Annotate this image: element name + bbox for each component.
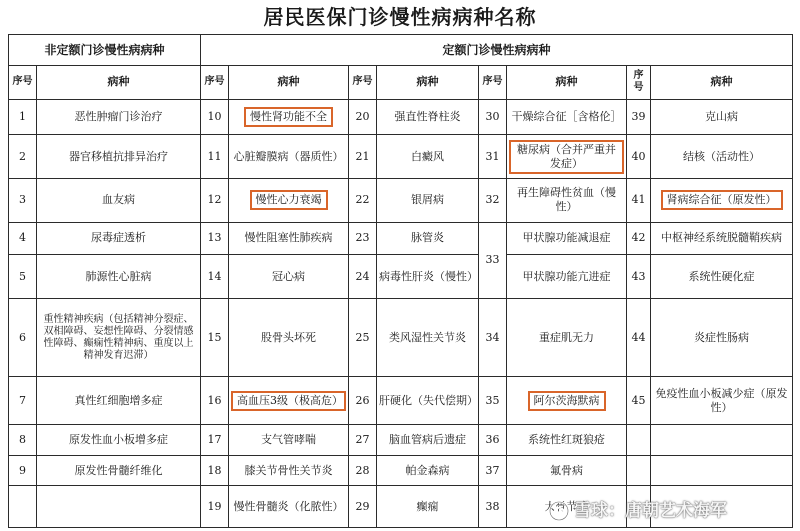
row-number: 27 xyxy=(349,425,377,456)
disease-name: 类风湿性关节炎 xyxy=(377,298,479,377)
disease-name: 慢性阻塞性肺疾病 xyxy=(229,222,349,255)
disease-name: 中枢神经系统脱髓鞘疾病 xyxy=(651,222,793,255)
row-number: 17 xyxy=(201,425,229,456)
highlighted-disease: 阿尔茨海默病 xyxy=(528,391,606,411)
disease-name: 冠心病 xyxy=(229,255,349,299)
disease-name: 肺源性心脏病 xyxy=(37,255,201,299)
highlighted-disease: 慢性肾功能不全 xyxy=(244,107,333,127)
row-number: 45 xyxy=(627,377,651,425)
table-row xyxy=(9,455,793,486)
row-number: 13 xyxy=(201,222,229,255)
table-row xyxy=(9,100,793,135)
disease-name: 大骨节病 xyxy=(507,486,627,528)
col-header-no: 序号 xyxy=(201,65,229,100)
disease-name: 器官移植抗排异治疗 xyxy=(37,135,201,179)
row-number: 42 xyxy=(627,222,651,255)
row-number: 26 xyxy=(349,377,377,425)
disease-name: 甲状腺功能亢进症 xyxy=(507,255,627,299)
row-number: 23 xyxy=(349,222,377,255)
row-number: 30 xyxy=(479,100,507,135)
col-header-disease: 病种 xyxy=(377,65,479,100)
row-number: 31 xyxy=(479,135,507,179)
row-number: 8 xyxy=(9,425,37,456)
disease-name xyxy=(651,425,793,456)
disease-name: 帕金森病 xyxy=(377,455,479,486)
col-header-disease: 病种 xyxy=(651,65,793,100)
disease-name: 强直性脊柱炎 xyxy=(377,100,479,135)
row-number: 4 xyxy=(9,222,37,255)
non-quota-header: 非定额门诊慢性病病种 xyxy=(9,35,201,66)
row-number: 15 xyxy=(201,298,229,377)
disease-name: 免疫性血小板减少症（原发性） xyxy=(651,377,793,425)
col-header-no: 序号 xyxy=(349,65,377,100)
disease-name: 膝关节骨性关节炎 xyxy=(229,455,349,486)
disease-name: 支气管哮喘 xyxy=(229,425,349,456)
disease-name: 干燥综合征［含格伦］ xyxy=(507,100,627,135)
row-number: 10 xyxy=(201,100,229,135)
row-number xyxy=(9,486,37,528)
disease-name: 重性精神疾病（包括精神分裂症、双相障碍、妄想性障碍、分裂情感性障碍、癫痫性精神病、重度以上精神发育迟滞） xyxy=(37,298,201,377)
row-number: 16 xyxy=(201,377,229,425)
disease-name: 克山病 xyxy=(651,100,793,135)
table-row xyxy=(9,377,793,425)
row-number: 25 xyxy=(349,298,377,377)
highlighted-disease: 慢性心力衰竭 xyxy=(250,190,328,210)
disease-name: 原发性血小板增多症 xyxy=(37,425,201,456)
col-header-disease: 病种 xyxy=(37,65,201,100)
row-number: 24 xyxy=(349,255,377,299)
row-number: 21 xyxy=(349,135,377,179)
table-row xyxy=(9,178,793,222)
disease-name: 系统性硬化症 xyxy=(651,255,793,299)
row-number: 6 xyxy=(9,298,37,377)
disease-name: 氟骨病 xyxy=(507,455,627,486)
row-number: 43 xyxy=(627,255,651,299)
col-header-no: 序号 xyxy=(479,65,507,100)
quota-header: 定额门诊慢性病病种 xyxy=(201,35,793,66)
row-number: 19 xyxy=(201,486,229,528)
row-number: 40 xyxy=(627,135,651,179)
row-number: 11 xyxy=(201,135,229,179)
col-header-disease: 病种 xyxy=(507,65,627,100)
row-number: 3 xyxy=(9,178,37,222)
disease-name: 甲状腺功能减退症 xyxy=(507,222,627,255)
disease-name: 白癜风 xyxy=(377,135,479,179)
table-row xyxy=(9,255,793,299)
disease-name: 真性红细胞增多症 xyxy=(37,377,201,425)
row-number: 18 xyxy=(201,455,229,486)
page-title: 居民医保门诊慢性病病种名称 xyxy=(263,5,537,29)
disease-name xyxy=(651,455,793,486)
row-number: 44 xyxy=(627,298,651,377)
row-number: 41 xyxy=(627,178,651,222)
row-number: 9 xyxy=(9,455,37,486)
row-number xyxy=(627,455,651,486)
row-number: 22 xyxy=(349,178,377,222)
disease-name: 病毒性肝炎（慢性） xyxy=(377,255,479,299)
disease-name: 肝硬化（失代偿期） xyxy=(377,377,479,425)
snowball-logo-icon xyxy=(548,500,570,522)
row-number: 38 xyxy=(479,486,507,528)
disease-name: 银屑病 xyxy=(377,178,479,222)
row-number: 12 xyxy=(201,178,229,222)
row-number: 35 xyxy=(479,377,507,425)
disease-name: 恶性肿瘤门诊治疗 xyxy=(37,100,201,135)
row-number: 2 xyxy=(9,135,37,179)
highlighted-disease: 高血压3级（极高危） xyxy=(231,391,346,411)
row-number: 29 xyxy=(349,486,377,528)
disease-name: 癫痫 xyxy=(377,486,479,528)
table-row xyxy=(9,222,793,255)
disease-name: 慢性骨髓炎（化脓性） xyxy=(229,486,349,528)
row-number: 34 xyxy=(479,298,507,377)
disease-name: 心脏瓣膜病（器质性） xyxy=(229,135,349,179)
table-row xyxy=(9,298,793,377)
disease-name: 结核（活动性） xyxy=(651,135,793,179)
row-number: 14 xyxy=(201,255,229,299)
watermark xyxy=(548,498,796,524)
watermark-text: 雪球：唐朝艺术海军 xyxy=(574,501,727,521)
row-number: 20 xyxy=(349,100,377,135)
highlighted-disease: 肾病综合征（原发性） xyxy=(661,190,783,210)
disease-name: 炎症性肠病 xyxy=(651,298,793,377)
disease-name: 股骨头坏死 xyxy=(229,298,349,377)
disease-name: 血友病 xyxy=(37,178,201,222)
disease-name: 系统性红斑狼疮 xyxy=(507,425,627,456)
row-number: 33 xyxy=(479,222,507,298)
row-number: 37 xyxy=(479,455,507,486)
row-number: 28 xyxy=(349,455,377,486)
row-number: 39 xyxy=(627,100,651,135)
highlighted-disease: 糖尿病（合并严重并发症） xyxy=(509,140,624,174)
table-row xyxy=(9,135,793,179)
disease-name: 脉管炎 xyxy=(377,222,479,255)
disease-name: 尿毒症透析 xyxy=(37,222,201,255)
row-number: 7 xyxy=(9,377,37,425)
col-header-disease: 病种 xyxy=(229,65,349,100)
col-header-no: 序号 xyxy=(9,65,37,100)
disease-name xyxy=(37,486,201,528)
disease-name: 原发性骨髓纤维化 xyxy=(37,455,201,486)
disease-name: 再生障碍性贫血（慢性） xyxy=(507,178,627,222)
row-number: 5 xyxy=(9,255,37,299)
disease-table xyxy=(8,34,793,528)
row-number: 36 xyxy=(479,425,507,456)
table-row xyxy=(9,425,793,456)
row-number: 1 xyxy=(9,100,37,135)
col-header-no: 序号 xyxy=(627,65,651,100)
disease-name: 脑血管病后遗症 xyxy=(377,425,479,456)
row-number: 32 xyxy=(479,178,507,222)
row-number xyxy=(627,425,651,456)
disease-name: 重症肌无力 xyxy=(507,298,627,377)
